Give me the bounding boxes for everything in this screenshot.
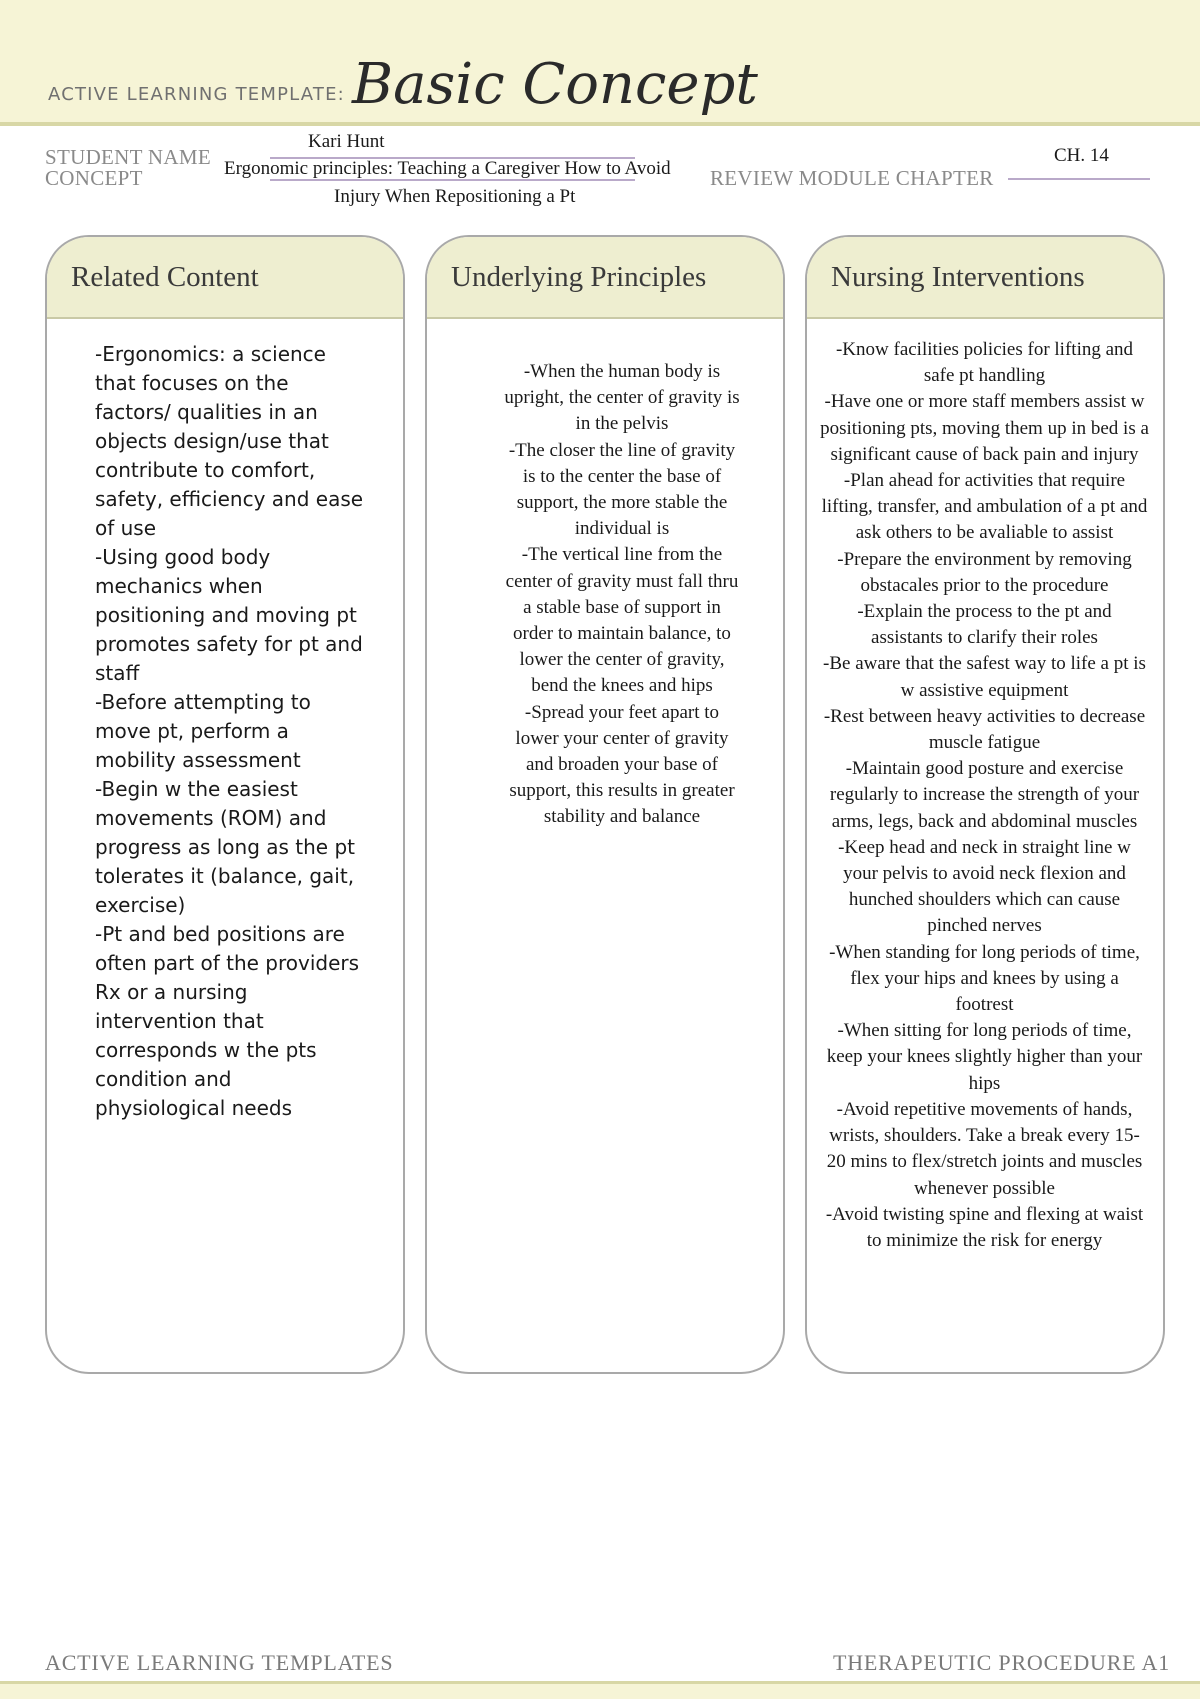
list-item: -Begin w the easiest movements (ROM) and progress as long as the pt tolerates it (balance, gait, exercise) (95, 777, 355, 917)
page-title: Basic Concept (352, 52, 758, 117)
list-item: -Be aware that the safest way to life a pt is w assistive equipment (823, 653, 1146, 701)
list-item: -Have one or more staff members assist w positioning pts, moving them up in bed is a significant cause of back pain and injury (820, 391, 1149, 465)
student-name-label: STUDENT NAME (45, 145, 211, 169)
footer-band (0, 1681, 1200, 1699)
concept-value-line1[interactable]: Ergonomic principles: Teaching a Caregiver How to Avoid (224, 158, 671, 179)
concept-underline (270, 179, 635, 181)
chapter-value[interactable]: CH. 14 (1054, 145, 1109, 166)
underlying-principles-heading: Underlying Principles (427, 237, 783, 319)
nursing-interventions-body[interactable] (820, 337, 1149, 1254)
list-item: -Spread your feet apart to lower your center of gravity and broaden your base of support, this results in greater stability and balance (509, 701, 735, 828)
list-item: -When standing for long periods of time, flex your hips and knees by using a footrest (829, 941, 1140, 1016)
underlying-principles-panel (425, 235, 785, 1374)
related-content-heading: Related Content (47, 237, 403, 319)
related-content-panel (45, 235, 405, 1374)
list-item: -Maintain good posture and exercise regularly to increase the strength of your arms, legs, back and abdominal muscles (829, 758, 1140, 832)
template-label: ACTIVE LEARNING TEMPLATE: (48, 84, 345, 105)
list-item: -Know facilities policies for lifting and safe pt handling (835, 339, 1134, 387)
list-item: -The closer the line of gravity is to the center the base of support, the more stable the individual is (508, 439, 736, 540)
list-item: -Before attempting to move pt, perform a mobility assessment (95, 690, 311, 772)
list-item: -Keep head and neck in straight line w your pelvis to avoid neck flexion and hunched shoulders which can cause pinched nerves (838, 836, 1131, 937)
list-item: -Using good body mechanics when positioning and moving pt promotes safety for pt and staff (95, 545, 363, 685)
footer-left-label: ACTIVE LEARNING TEMPLATES (45, 1650, 394, 1675)
nursing-interventions-panel (805, 235, 1165, 1374)
list-item: -Avoid repetitive movements of hands, wrists, shoulders. Take a break every 15-20 mins to flex/stretch joints and muscles whenever possible (826, 1098, 1143, 1199)
student-name-value[interactable]: Kari Hunt (308, 131, 385, 152)
footer-right-label: THERAPEUTIC PROCEDURE A1 (833, 1650, 1170, 1675)
list-item: -When sitting for long periods of time, keep your knees slightly higher than your hips (826, 1020, 1143, 1094)
list-item: -Plan ahead for activities that require lifting, transfer, and ambulation of a pt and ask others to be avaliable to assist (821, 470, 1148, 544)
underlying-principles-body[interactable] (503, 359, 741, 831)
list-item: -When the human body is upright, the center of gravity is in the pelvis (504, 361, 740, 435)
review-module-chapter-label: REVIEW MODULE CHAPTER (710, 166, 994, 190)
list-item: -Avoid twisting spine and flexing at waist to minimize the risk for energy (825, 1203, 1144, 1251)
list-item: -Pt and bed positions are often part of the providers Rx or a nursing intervention that corresponds w the pts condition and physiological needs (95, 922, 360, 1120)
list-item: -Prepare the environment by removing obstacales prior to the procedure (837, 548, 1132, 596)
list-item: -Ergonomics: a science that focuses on the factors/ qualities in an objects design/use that contribute to comfort, safety, efficiency and ease of use (95, 342, 364, 540)
related-content-body[interactable] (95, 340, 367, 1123)
concept-value-line2[interactable]: Injury When Repositioning a Pt (334, 186, 576, 207)
chapter-underline (1008, 178, 1150, 180)
list-item: -Rest between heavy activities to decrease muscle fatigue (823, 705, 1146, 754)
concept-label: CONCEPT (45, 166, 143, 190)
nursing-interventions-heading: Nursing Interventions (807, 237, 1163, 319)
list-item: -The vertical line from the center of gravity must fall thru a stable base of support in order to maintain balance, to lower the center of gravity, bend the knees and hips (505, 544, 739, 697)
list-item: -Explain the process to the pt and assistants to clarify their roles (857, 601, 1112, 649)
